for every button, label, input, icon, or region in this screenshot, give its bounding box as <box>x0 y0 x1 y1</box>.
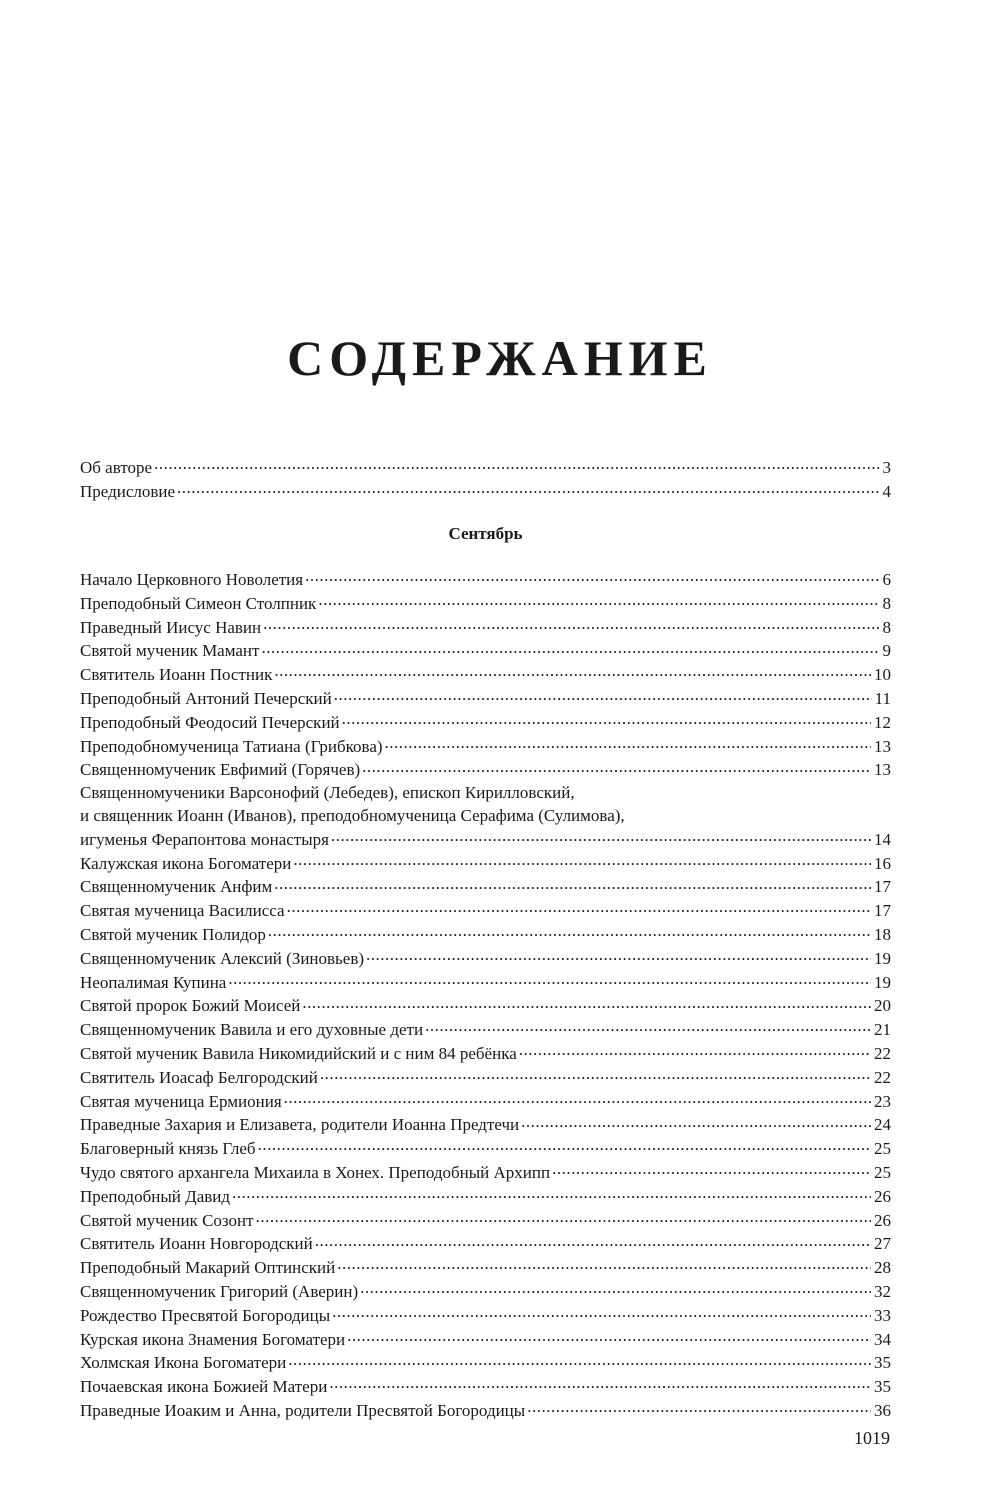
toc-entry-page: 26 <box>874 1210 891 1230</box>
toc-entry <box>80 1304 891 1328</box>
toc-entry <box>80 735 891 759</box>
toc-entry-title: Холмская Икона Богоматери <box>80 1353 287 1373</box>
toc-entry-page: 28 <box>874 1258 891 1278</box>
toc-entry-page: 24 <box>874 1115 891 1135</box>
toc-entry-page: 32 <box>874 1281 891 1301</box>
toc-entry <box>80 1161 891 1185</box>
toc-entry <box>80 994 891 1018</box>
toc-entry-title: Преподобный Феодосий Печерский <box>80 712 340 732</box>
toc-entry-title: Преподобный Макарий Оптинский <box>80 1258 336 1278</box>
toc-entry <box>80 663 891 687</box>
toc-entry-page: 8 <box>882 593 891 613</box>
toc-entry-page: 9 <box>882 641 891 661</box>
dot-leader <box>320 1066 871 1083</box>
toc-entry-page: 26 <box>874 1186 891 1206</box>
toc-entry <box>80 568 891 592</box>
toc-entry-page: 23 <box>874 1091 891 1111</box>
toc-entry-page: 17 <box>874 901 891 921</box>
toc-entry-title: Священномученик Григорий (Аверин) <box>80 1281 359 1301</box>
toc-entry <box>80 1280 891 1304</box>
toc-entry-page: 21 <box>874 1020 891 1040</box>
toc-entry-title: Благоверный князь Глеб <box>80 1139 256 1159</box>
dot-leader <box>347 1328 871 1345</box>
toc-entry-title: Чудо святого архангела Михаила в Хонех. Преподобный Архипп <box>80 1162 551 1182</box>
dot-leader <box>268 923 871 940</box>
toc-entry-title: Преподобный Давид <box>80 1186 231 1206</box>
toc-entry-page: 25 <box>874 1139 891 1159</box>
front-matter-list <box>80 456 891 504</box>
toc-entry <box>80 1351 891 1375</box>
toc-entry <box>80 480 891 504</box>
toc-entry-title: Святая мученица Василисса <box>80 901 285 921</box>
toc-entry <box>80 923 891 947</box>
toc-entry <box>80 1137 891 1161</box>
toc-entry-title: Святитель Иоасаф Белгородский <box>80 1067 318 1087</box>
toc-entry <box>80 1042 891 1066</box>
toc-entry-title: Праведные Иоаким и Анна, родители Пресвятой Богородицы <box>80 1400 526 1420</box>
toc-entry <box>80 1375 891 1399</box>
dot-leader <box>366 947 871 964</box>
dot-leader <box>288 1351 871 1368</box>
dot-leader <box>228 971 871 988</box>
toc-entry-title: Неопалимая Купина <box>80 972 227 992</box>
toc-entry <box>80 1232 891 1256</box>
toc-entry <box>80 616 891 640</box>
toc-entry <box>80 971 891 995</box>
toc-entry <box>80 1256 891 1280</box>
toc-entry-title: Святой мученик Полидор <box>80 924 266 944</box>
dot-leader <box>519 1042 871 1059</box>
toc-entry <box>80 852 891 876</box>
toc-entry-page: 3 <box>882 458 891 477</box>
toc-entry-title: Об авторе <box>80 458 153 477</box>
dot-leader <box>318 592 879 609</box>
toc-entry-page: 25 <box>874 1162 891 1182</box>
toc-entry-page: 14 <box>874 829 891 849</box>
toc-entry-title: Священномученик Вавила и его духовные дети <box>80 1020 424 1040</box>
dot-leader <box>362 758 871 775</box>
dot-leader <box>331 828 871 845</box>
toc-entry-page: 36 <box>874 1400 891 1420</box>
toc-entry <box>80 899 891 923</box>
toc-entry-page: 6 <box>882 570 891 589</box>
toc-entry-page: 16 <box>874 853 891 873</box>
toc-entry-title: Святой мученик Вавила Никомидийский и с ним 84 ребёнка <box>80 1043 517 1063</box>
toc-entry-page: 13 <box>874 760 891 780</box>
toc-entry-title: Святой мученик Созонт <box>80 1210 254 1230</box>
dot-leader <box>274 875 871 892</box>
toc-entry <box>80 1399 891 1423</box>
toc-entry-title: Святой пророк Божий Моисей <box>80 996 301 1016</box>
toc-entry <box>80 1185 891 1209</box>
toc-entry-page: 33 <box>874 1305 891 1325</box>
toc-entry-title: Священномученик Алексий (Зиновьев) <box>80 948 365 968</box>
dot-leader <box>256 1209 871 1226</box>
toc-entry-title-line: и священник Иоанн (Иванов), преподобномученица Серафима (Сулимова), <box>80 805 625 825</box>
toc-entry-page: 22 <box>874 1043 891 1063</box>
toc-entry-title: Святитель Иоанн Постник <box>80 665 273 685</box>
dot-leader <box>263 616 879 633</box>
dot-leader <box>287 899 871 916</box>
toc-entry-list <box>80 568 891 1423</box>
toc-entry-title-line: Священномученики Варсонофий (Лебедев), епископ Кирилловский, <box>80 783 575 803</box>
toc-entry-page: 34 <box>874 1329 891 1349</box>
toc-entry-title: Начало Церковного Новолетия <box>80 570 304 589</box>
toc-entry-page: 13 <box>874 736 891 756</box>
dot-leader <box>342 711 871 728</box>
toc-entry-page: 18 <box>874 924 891 944</box>
dot-leader <box>177 480 879 497</box>
toc-entry-title: Святитель Иоанн Новгородский <box>80 1234 313 1254</box>
toc-entry-title: Курская икона Знамения Богоматери <box>80 1329 346 1349</box>
toc-entry-page: 19 <box>874 972 891 992</box>
toc-entry-page: 12 <box>874 712 891 732</box>
toc-entry-title: Преподобный Симеон Столпник <box>80 593 317 613</box>
toc-entry-title: Предисловие <box>80 481 176 501</box>
toc-entry-title: Праведный Иисус Навин <box>80 617 262 637</box>
dot-leader <box>154 456 879 473</box>
dot-leader <box>425 1018 871 1035</box>
toc-entry-page: 20 <box>874 996 891 1016</box>
toc-entry-page: 22 <box>874 1067 891 1087</box>
toc-entry <box>80 1209 891 1233</box>
toc-entry <box>80 1113 891 1137</box>
toc-entry-title: Преподобномученица Татиана (Грибкова) <box>80 736 383 756</box>
toc-entry <box>80 687 891 711</box>
toc-entry-page: 8 <box>882 617 891 637</box>
dot-leader <box>274 663 871 680</box>
toc-entry-title: Священномученик Евфимий (Горячев) <box>80 760 361 780</box>
dot-leader <box>284 1090 871 1107</box>
toc-entry-page: 35 <box>874 1353 891 1373</box>
dot-leader <box>302 994 871 1011</box>
toc-entry <box>80 639 891 663</box>
toc-entry-title: Святой мученик Мамант <box>80 641 260 661</box>
dot-leader <box>337 1256 871 1273</box>
dot-leader <box>261 639 879 656</box>
toc-entry-page: 4 <box>882 481 891 501</box>
toc-entry-page: 17 <box>874 877 891 897</box>
toc-entry <box>80 456 891 480</box>
dot-leader <box>232 1185 871 1202</box>
toc-entry <box>80 711 891 735</box>
toc-entry <box>80 1018 891 1042</box>
toc-entry <box>80 1328 891 1352</box>
dot-leader <box>329 1375 871 1392</box>
toc-entry-page: 19 <box>874 948 891 968</box>
section-heading: Сентябрь <box>448 524 523 543</box>
toc-entry-title: Святая мученица Ермиония <box>80 1091 282 1111</box>
toc-entry <box>80 947 891 971</box>
dot-leader <box>334 687 872 704</box>
dot-leader <box>258 1137 871 1154</box>
page-title: СОДЕРЖАНИЕ <box>287 330 713 386</box>
toc-entry-title: Калужская икона Богоматери <box>80 853 292 873</box>
toc-entry-page: 27 <box>874 1234 891 1254</box>
toc-entry-title: Священномученик Анфим <box>80 877 273 897</box>
toc-entry <box>80 758 891 782</box>
dot-leader <box>293 852 871 869</box>
toc-entry-title: Рождество Пресвятой Богородицы <box>80 1305 331 1325</box>
toc-entry-title: Праведные Захария и Елизавета, родители Иоанна Предтечи <box>80 1115 520 1135</box>
toc-entry <box>80 875 891 899</box>
dot-leader <box>305 568 879 585</box>
toc-entry-title: игуменья Ферапонтова монастыря <box>80 829 329 849</box>
dot-leader <box>360 1280 871 1297</box>
toc-entry <box>80 782 891 851</box>
toc-entry <box>80 1066 891 1090</box>
toc-entry <box>80 592 891 616</box>
dot-leader <box>332 1304 871 1321</box>
toc-entry-title: Преподобный Антоний Печерский <box>80 688 332 708</box>
dot-leader <box>385 735 871 752</box>
toc-entry-page: 35 <box>874 1377 891 1397</box>
toc-entry-title: Почаевская икона Божией Матери <box>80 1377 328 1397</box>
dot-leader <box>527 1399 871 1416</box>
dot-leader <box>315 1232 871 1249</box>
toc-entry <box>80 1090 891 1114</box>
dot-leader <box>521 1113 871 1130</box>
page-number: 1019 <box>854 1428 890 1448</box>
toc-entry-page: 10 <box>874 665 891 685</box>
toc-entry-page: 11 <box>874 688 891 708</box>
dot-leader <box>552 1161 871 1178</box>
